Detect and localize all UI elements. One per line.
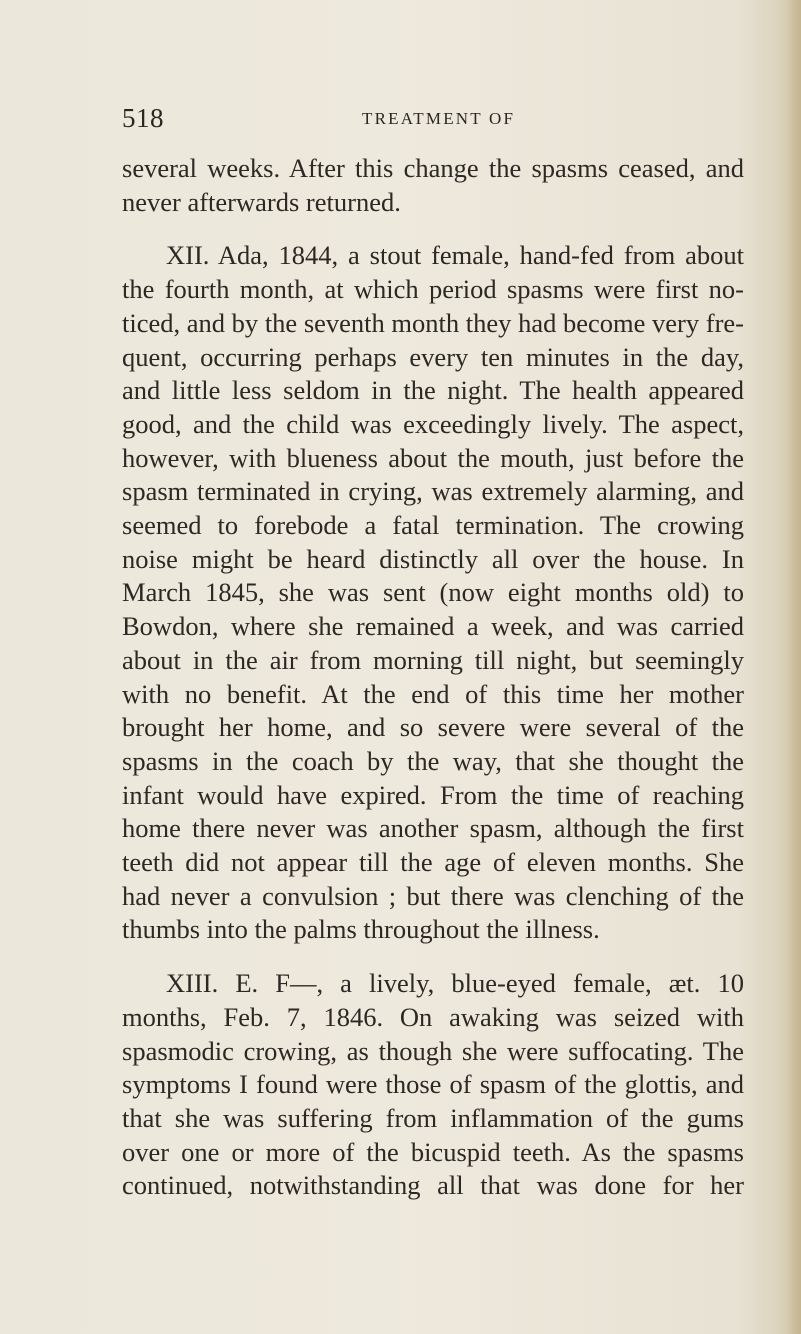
text-line: quent, occurring perhaps every ten minutes in the day,	[122, 341, 744, 372]
text-line: never afterwards returned.	[122, 186, 401, 217]
text-line: over one or more of the bicuspid teeth. As the spasms	[122, 1136, 744, 1167]
text-line: spasm terminated in crying, was extremely alarming, and	[122, 476, 744, 507]
running-head: TREATMENT OF	[362, 109, 516, 128]
text-line: about in the air from morning till night, but seemingly	[122, 644, 744, 675]
text-line: brought her home, and so severe were several of the	[122, 712, 744, 743]
text-line: teeth did not appear till the age of eleven months. She	[122, 847, 744, 878]
body-text	[122, 152, 744, 1203]
text-line: spasms in the coach by the way, that she thought the	[122, 745, 744, 776]
page-number: 518	[122, 103, 164, 133]
text-line: the fourth month, at which period spasms were first no-	[122, 274, 744, 305]
text-line: continued, notwithstanding all that was done for her	[122, 1170, 744, 1201]
text-line: months, Feb. 7, 1846. On awaking was seized with	[122, 1001, 744, 1032]
text-line: XII. Ada, 1844, a stout female, hand-fed from about	[166, 240, 744, 271]
text-line: thumbs into the palms throughout the illness.	[122, 914, 600, 945]
text-line: good, and the child was exceedingly lively. The aspect,	[122, 408, 744, 439]
text-line: noise might be heard distinctly all over the house. In	[122, 543, 744, 574]
text-line: spasmodic crowing, as though she were suffocating. The	[122, 1035, 744, 1066]
text-line: several weeks. After this change the spasms ceased, and	[122, 153, 744, 183]
text-line: with no benefit. At the end of this time her mother	[122, 678, 744, 709]
text-line: infant would have expired. From the time of reaching	[122, 779, 744, 810]
text-line: that she was suffering from inflammation of the gums	[122, 1102, 744, 1133]
paragraph-case-xiii	[122, 967, 744, 1203]
paragraph-case-xii	[122, 239, 744, 947]
text-line: seemed to forebode a fatal termination. The crowing	[122, 510, 744, 541]
text-line: had never a convulsion ; but there was clenching of the	[122, 880, 744, 911]
text-line: Bowdon, where she remained a week, and was carried	[122, 611, 744, 642]
text-line: and little less seldom in the night. The health appeared	[122, 375, 744, 406]
paragraph	[122, 152, 744, 219]
page-header	[122, 103, 682, 135]
text-line: XIII. E. F—, a lively, blue-eyed female, æt. 10	[166, 968, 744, 999]
text-line: however, with blueness about the mouth, just before the	[122, 442, 744, 473]
text-line: home there never was another spasm, although the first	[122, 813, 744, 844]
page-edge-shadow	[787, 0, 801, 1334]
text-line: symptoms I found were those of spasm of the glottis, and	[122, 1069, 744, 1100]
text-line: March 1845, she was sent (now eight months old) to	[122, 577, 744, 608]
text-line: ticed, and by the seventh month they had become very fre-	[122, 307, 744, 338]
